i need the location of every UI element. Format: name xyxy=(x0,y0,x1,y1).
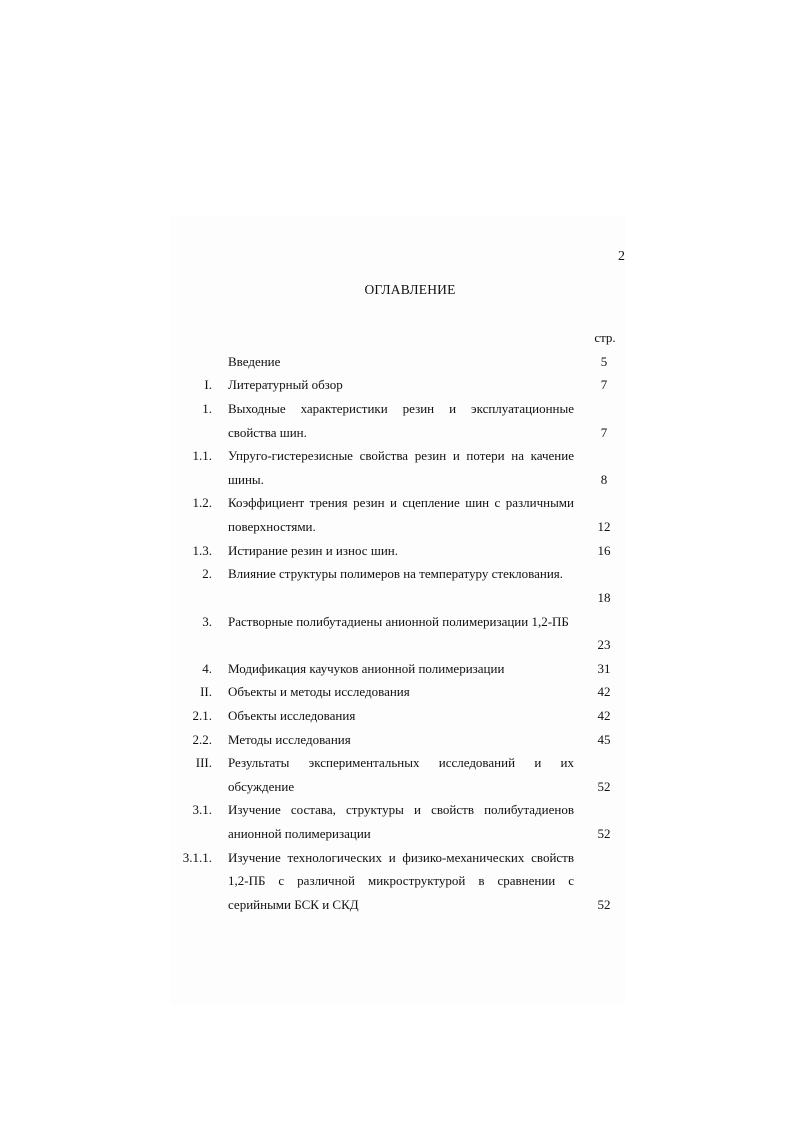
toc-entry-title-continuation: серийными БСК и СКД xyxy=(228,897,359,912)
toc-entry-title: Объекты и методы исследования xyxy=(228,684,410,699)
toc-entry-title: Истирание резин и износ шин. xyxy=(228,543,399,558)
toc-entry-number: 2. xyxy=(202,566,212,581)
toc-entry-title-continuation: шины. xyxy=(228,472,264,487)
toc-entry-number: 1. xyxy=(202,401,212,416)
toc-entry-page: 52 xyxy=(597,779,611,794)
toc-entry-title-continuation: анионной полимеризации xyxy=(228,826,371,841)
toc-entry-page: 8 xyxy=(600,472,608,487)
toc-entry-number: 3. xyxy=(202,614,212,629)
toc-entry-number: 2.2. xyxy=(192,732,212,747)
toc-entry-number: 3.1. xyxy=(192,802,212,817)
toc-entry-title: Литературный обзор xyxy=(228,377,343,392)
toc-entry-number: I. xyxy=(204,377,212,392)
toc-entry-title: Модификация каучуков анионной полимеризации xyxy=(228,661,505,676)
toc-entry-title: Результаты экспериментальных исследований и их xyxy=(228,755,574,770)
toc-entry-page: 5 xyxy=(600,354,608,369)
page-column-label: стр. xyxy=(594,330,616,345)
toc-entry-title: Влияние структуры полимеров на температуру стеклования. xyxy=(228,566,564,581)
toc-entry-page: 18 xyxy=(597,590,611,605)
toc-entry-number: 2.1. xyxy=(192,708,212,723)
toc-entry-number: II. xyxy=(200,684,212,699)
toc-entry-title: Растворные полибутадиены анионной полимеризации 1,2-ПБ xyxy=(228,614,569,629)
toc-entry-page: 45 xyxy=(597,732,611,747)
toc-entry-page: 7 xyxy=(600,425,608,440)
toc-entry-title-continuation: обсуждение xyxy=(228,779,295,794)
toc-entry-page: 52 xyxy=(597,826,611,841)
page-title: ОГЛАВЛЕНИЕ xyxy=(364,282,456,297)
toc-entry-page: 12 xyxy=(597,519,611,534)
toc-entry-title: Коэффициент трения резин и сцепление шин с различными xyxy=(228,495,574,510)
toc-entry-title: Выходные характеристики резин и эксплуатационные xyxy=(228,401,574,416)
toc-entry-number: III. xyxy=(195,755,212,770)
toc-entry-title: Изучение технологических и физико-механических свойств xyxy=(228,850,574,865)
toc-entry-title: Упруго-гистерезисные свойства резин и потери на качение xyxy=(228,448,574,463)
toc-entry-page: 31 xyxy=(597,661,611,676)
toc-entry-number: 1.1. xyxy=(192,448,212,463)
toc-entry-number: 3.1.1. xyxy=(182,850,212,865)
toc-entry-title: Изучение состава, структуры и свойств полибутадиенов xyxy=(228,802,574,817)
toc-entry-page: 52 xyxy=(597,897,611,912)
toc-entry-number: 1.3. xyxy=(192,543,212,558)
toc-entry-page: 16 xyxy=(597,543,611,558)
toc-entry-page: 7 xyxy=(600,377,608,392)
toc-entry-title: Объекты исследования xyxy=(228,708,356,723)
toc-entry-number: 4. xyxy=(202,661,212,676)
toc-entry-title: Методы исследования xyxy=(228,732,351,747)
toc-entry-page: 23 xyxy=(597,637,611,652)
toc-entry-title-continuation: свойства шин. xyxy=(228,425,307,440)
toc-entry-title-continuation: 1,2-ПБ с различной микроструктурой в сравнении с xyxy=(228,873,574,888)
toc-entry-number: 1.2. xyxy=(192,495,212,510)
page-number: 2 xyxy=(618,249,625,264)
toc-entry-page: 42 xyxy=(597,684,611,699)
toc-entry-title: Введение xyxy=(228,354,281,369)
toc-entry-title-continuation: поверхностями. xyxy=(228,519,316,534)
toc-entry-page: 42 xyxy=(597,708,611,723)
